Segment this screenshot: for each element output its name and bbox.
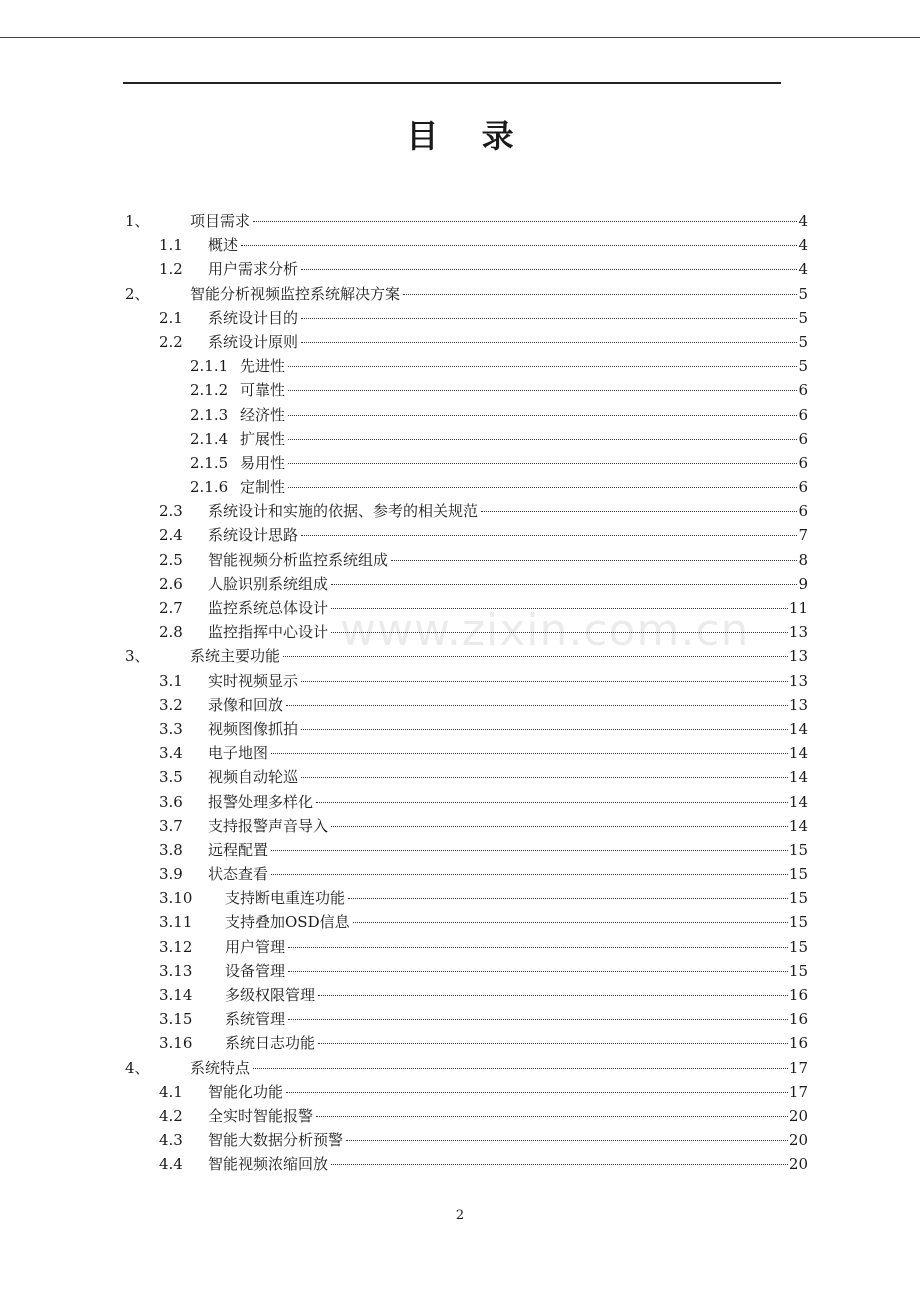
toc-entry-number: 3.8 [159,840,183,859]
toc-entry[interactable] [0,983,920,1007]
toc-entry-label: 支持断电重连功能 [225,889,346,908]
toc-entry-number: 2.2 [159,332,183,351]
dot-leader [253,220,797,222]
toc-entry-page: 15 [788,889,808,908]
dot-leader [241,244,797,246]
toc-entry-page: 14 [788,816,808,835]
toc-entry-label: 可靠性 [240,381,286,400]
toc-entry-label: 系统设计原则 [208,332,299,351]
toc-entry-label: 系统设计思路 [208,526,299,545]
toc-entry-label: 支持叠加OSD信息 [225,913,350,932]
toc-entry-number: 2.1.2 [190,381,229,400]
toc-entry-label: 定制性 [240,478,286,497]
toc-entry-page: 5 [798,308,808,327]
dot-leader [348,897,788,899]
toc-entry-label: 项目需求 [190,212,251,230]
toc-entry-page: 16 [788,1010,808,1029]
toc-entry[interactable] [0,403,920,427]
toc-entry-label: 支持报警声音导入 [208,816,329,835]
toc-entry-label: 用户需求分析 [208,260,299,279]
dot-leader [271,873,788,875]
toc-entry-page: 13 [788,671,808,690]
toc-entry-number: 2.8 [159,623,183,642]
toc-entry-label: 智能视频浓缩回放 [208,1155,329,1174]
toc-entry[interactable] [0,282,920,306]
toc-entry-number: 2.3 [159,502,183,521]
toc-entry[interactable] [0,257,920,281]
dot-leader [331,583,797,585]
toc-entry-number: 2.6 [159,574,183,593]
toc-entry-number: 3.7 [159,816,183,835]
toc-entry[interactable] [0,427,920,451]
toc-entry-label: 用户管理 [225,937,286,956]
toc-entry-number: 4、 [125,1058,150,1077]
dot-leader [288,970,788,972]
toc-entry-number: 3.5 [159,768,183,787]
toc-entry-label: 系统特点 [190,1058,251,1077]
toc-entry-label: 全实时智能报警 [208,1106,314,1125]
page-number: 2 [455,1208,465,1223]
toc-entry[interactable] [0,644,920,668]
toc-entry[interactable] [0,523,920,547]
toc-entry-page: 20 [788,1155,808,1174]
toc-entry[interactable] [0,741,920,765]
toc-entry-number: 3.4 [159,744,183,763]
toc-entry-page: 16 [788,1034,808,1053]
toc-entry-page: 13 [788,695,808,714]
dot-leader [331,607,788,609]
toc-entry[interactable] [0,693,920,717]
toc-entry-page: 6 [798,453,808,472]
toc-entry-number: 2.4 [159,526,183,545]
toc-entry[interactable] [0,886,920,910]
dot-leader [288,414,797,416]
toc-entry[interactable] [0,451,920,475]
toc-entry-number: 2.5 [159,550,183,569]
toc-entry[interactable] [0,790,920,814]
toc-entry-page: 13 [788,647,808,666]
dot-leader [288,486,797,488]
toc-entry-label: 系统设计和实施的依据、参考的相关规范 [208,502,479,521]
toc-entry-label: 设备管理 [225,961,286,980]
toc-entry-number: 4.1 [159,1082,183,1101]
dot-leader [288,946,788,948]
toc-entry-number: 2、 [125,284,150,303]
toc-entry-page: 6 [798,429,808,448]
dot-leader [316,1115,788,1117]
toc-entry-page: 5 [798,357,808,376]
toc-entry[interactable] [0,209,920,233]
toc-entry-label: 智能分析视频监控系统解决方案 [190,284,401,303]
toc-entry-page: 17 [788,1058,808,1077]
dot-leader [286,704,788,706]
toc-entry-number: 3.2 [159,695,183,714]
toc-entry-page: 4 [798,212,808,230]
toc-entry[interactable] [0,233,920,257]
toc-entry-page: 14 [788,719,808,738]
toc-entry[interactable] [0,1007,920,1031]
toc-entry[interactable] [0,306,920,330]
toc-entry-number: 3.10 [159,889,193,908]
toc-entry[interactable] [0,572,920,596]
dot-leader [346,1139,788,1141]
toc-entry[interactable] [0,1128,920,1152]
toc-entry-label: 智能视频分析监控系统组成 [208,550,389,569]
toc-entry-page: 5 [798,332,808,351]
dot-leader [283,655,788,657]
toc-entry[interactable] [0,910,920,934]
dot-leader [286,1091,788,1093]
toc-entry-page: 20 [788,1131,808,1150]
toc-entry-number: 3.12 [159,937,193,956]
toc-entry[interactable] [0,669,920,693]
toc-entry-number: 3.3 [159,719,183,738]
toc-entry-number: 3.16 [159,1034,193,1053]
toc-entry-label: 电子地图 [208,744,269,763]
toc-entry-page: 9 [798,574,808,593]
toc-entry-page: 6 [798,502,808,521]
toc-entry[interactable] [0,862,920,886]
toc-entry-number: 3.9 [159,865,183,884]
dot-leader [288,365,797,367]
dot-leader [301,534,797,536]
dot-leader [316,801,788,803]
toc-entry[interactable] [0,596,920,620]
dot-leader [301,268,797,270]
toc-entry-label: 实时视频显示 [208,671,299,690]
toc-entry-number: 2.1.1 [190,357,229,376]
toc-entry-label: 概述 [208,236,239,255]
dot-leader [318,1042,788,1044]
toc-entry[interactable] [0,475,920,499]
toc-entry-label: 状态查看 [208,865,269,884]
toc-entry-number: 2.1.3 [190,405,229,424]
toc-entry-label: 报警处理多样化 [208,792,314,811]
dot-leader [288,389,797,391]
toc-entry[interactable] [0,1104,920,1128]
toc-entry-page: 6 [798,405,808,424]
toc-entry-page: 14 [788,768,808,787]
toc-entry[interactable] [0,378,920,402]
toc-entry-label: 监控系统总体设计 [208,599,329,617]
toc-entry-number: 1、 [125,212,150,230]
toc-entry[interactable] [0,1031,920,1055]
toc-entry-page: 14 [788,744,808,763]
toc-entry-number: 3、 [125,647,150,666]
dot-leader [301,728,788,730]
dot-leader [253,1067,788,1069]
toc-entry[interactable] [0,354,920,378]
dot-leader [331,1163,788,1165]
page-title: 目 录 [406,117,530,155]
toc-entry-page: 5 [798,284,808,303]
toc-entry-page: 4 [798,260,808,279]
toc-entry[interactable] [0,959,920,983]
toc-entry-label: 智能化功能 [208,1082,284,1101]
toc-entry-number: 3.1 [159,671,183,690]
toc-entry-page: 15 [788,840,808,859]
toc-entry-number: 3.13 [159,961,193,980]
header-rule [123,82,781,84]
toc-entry-page: 6 [798,381,808,400]
toc-entry-page: 16 [788,986,808,1004]
toc-entry-page: 17 [788,1082,808,1101]
dot-leader [403,293,797,295]
toc-entry-label: 系统主要功能 [190,647,281,666]
toc-entry-number: 2.7 [159,599,183,617]
toc-entry-label: 先进性 [240,357,286,376]
toc-entry-page: 14 [788,792,808,811]
toc-entry-number: 4.4 [159,1155,183,1174]
toc-entry-page: 13 [788,623,808,642]
toc-entry-page: 11 [788,599,808,617]
toc-entry-page: 15 [788,961,808,980]
toc-entry[interactable] [0,1080,920,1104]
dot-leader [301,680,788,682]
toc-entry[interactable] [0,838,920,862]
toc-entry[interactable] [0,935,920,959]
toc-entry-number: 3.14 [159,986,193,1004]
toc-entry-page: 15 [788,913,808,932]
dot-leader [318,994,788,996]
toc-entry[interactable] [0,1056,920,1080]
dot-leader [271,752,788,754]
toc-entry[interactable] [0,620,920,644]
toc-entry-label: 扩展性 [240,429,286,448]
toc-entry-label: 远程配置 [208,840,269,859]
toc-entry[interactable] [0,717,920,741]
watermark: www.zixin.com.cn [340,605,750,656]
dot-leader [353,921,788,923]
toc-entry-number: 2.1.5 [190,453,229,472]
dot-leader [301,341,797,343]
toc-entry-number: 2.1.4 [190,429,229,448]
toc-entry-page: 15 [788,865,808,884]
dot-leader [288,462,797,464]
toc-entry-label: 视频图像抓拍 [208,719,299,738]
toc-entry-number: 4.2 [159,1106,183,1125]
dot-leader [288,438,797,440]
dot-leader [331,631,788,633]
toc-entry-number: 4.3 [159,1131,183,1150]
toc-entry[interactable] [0,548,920,572]
toc-entry-label: 录像和回放 [208,695,284,714]
toc-entry-label: 智能大数据分析预警 [208,1131,344,1150]
dot-leader [331,825,788,827]
toc-entry-label: 系统管理 [225,1010,286,1029]
top-border-line [0,37,920,38]
dot-leader [481,510,797,512]
toc-entry-label: 系统日志功能 [225,1034,316,1053]
dot-leader [301,776,788,778]
toc-entry-page: 6 [798,478,808,497]
table-of-contents [0,209,920,1177]
dot-leader [391,559,797,561]
toc-entry[interactable] [0,330,920,354]
dot-leader [271,849,788,851]
toc-entry-label: 易用性 [240,453,286,472]
toc-entry-label: 视频自动轮巡 [208,768,299,787]
toc-entry[interactable] [0,765,920,789]
toc-entry-number: 3.15 [159,1010,193,1029]
dot-leader [288,1018,788,1020]
dot-leader [301,317,797,319]
toc-entry-label: 系统设计目的 [208,308,299,327]
toc-entry-page: 4 [798,236,808,255]
toc-entry-label: 经济性 [240,405,286,424]
toc-entry-label: 监控指挥中心设计 [208,623,329,642]
toc-entry-label: 多级权限管理 [225,986,316,1004]
toc-entry-number: 2.1 [159,308,183,327]
toc-entry-number: 3.6 [159,792,183,811]
toc-entry[interactable] [0,499,920,523]
toc-entry-page: 7 [798,526,808,545]
toc-entry-number: 2.1.6 [190,478,229,497]
toc-entry-number: 3.11 [159,913,193,932]
toc-entry-number: 1.2 [159,260,183,279]
toc-entry-page: 15 [788,937,808,956]
toc-entry-page: 8 [798,550,808,569]
toc-entry[interactable] [0,814,920,838]
toc-entry[interactable] [0,1152,920,1176]
toc-entry-label: 人脸识别系统组成 [208,574,329,593]
toc-entry-number: 1.1 [159,236,183,255]
toc-entry-page: 20 [788,1106,808,1125]
